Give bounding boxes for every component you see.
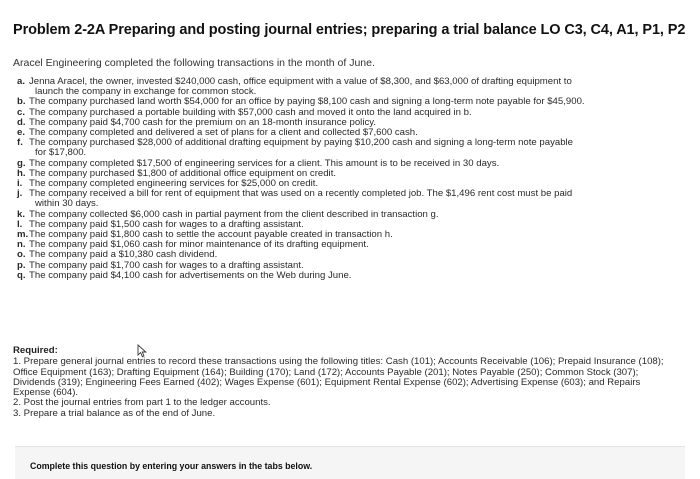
transaction-label: m. — [17, 229, 29, 241]
transaction-label: d. — [17, 116, 26, 128]
transaction-label: p. — [17, 259, 26, 271]
transaction-label: j. — [17, 188, 23, 200]
transaction-item — [17, 189, 672, 209]
instruction-text: Complete this question by entering your answers in the tabs below. — [30, 461, 313, 471]
transaction-label: k. — [17, 208, 26, 220]
transaction-text: The company received a bill for rent of equipment that was used on a recently completed job. The $1,496 rent cost must be paid — [29, 188, 573, 200]
transaction-list — [17, 77, 672, 281]
mouse-pointer-icon — [137, 344, 149, 358]
transaction-label: q. — [17, 269, 26, 281]
transaction-text: The company paid a $10,380 cash dividend. — [29, 249, 218, 261]
transaction-text: The company purchased land worth $54,000 for an office by paying $8,100 cash and signing a long-term note payable for $45,900. — [29, 96, 585, 108]
transaction-text-continued: launch the company in exchange for common stock. — [35, 86, 257, 98]
answer-instruction-bar — [15, 446, 685, 479]
transaction-text: The company paid $1,500 cash for wages to a drafting assistant. — [29, 218, 304, 230]
transaction-text-continued: within 30 days. — [35, 198, 99, 210]
required-item-2: 2. Post the journal entries from part 1 to the ledger accounts. — [13, 397, 271, 409]
transaction-item — [17, 271, 672, 281]
transaction-text: The company purchased $1,800 of additional office equipment on credit. — [29, 167, 337, 179]
transaction-label: o. — [17, 249, 26, 261]
transaction-label: c. — [17, 106, 26, 118]
transaction-text: The company paid $4,700 cash for the premium on an 18-month insurance policy. — [29, 116, 376, 128]
transaction-label: n. — [17, 239, 26, 251]
transaction-text: The company collected $6,000 cash in partial payment from the client described in transaction g. — [29, 208, 439, 220]
transaction-text: The company purchased a portable building with $57,000 cash and moved it onto the land acquired in b. — [29, 106, 472, 118]
required-item-1: 1. Prepare general journal entries to record these transactions using the following titles: Cash (101); Accounts Receivable (106); Prepaid Insurance (108); Office Equipment (163); Drafting Equipment (164); Building (170); Land (172); Accounts Payable (201); Notes Payable (250); Common Stock (307); Dividends (319); Engineering Fees Earned (402); Wages Expense (601); Equipment Rental Expense (602); Advertising Expense (603); and Repairs Expense (604). — [13, 356, 664, 399]
transaction-text-continued: for $17,800. — [35, 147, 87, 159]
problem-intro: Aracel Engineering completed the following transactions in the month of June. — [13, 57, 375, 69]
transaction-label: g. — [17, 157, 26, 169]
transaction-text: The company purchased $28,000 of additional drafting equipment by paying $10,200 cash and signing a long-term note payable — [29, 137, 574, 149]
transaction-text: The company completed $17,500 of engineering services for a client. This amount is to be received in 30 days. — [29, 157, 500, 169]
transaction-label: i. — [17, 178, 23, 190]
transaction-label: h. — [17, 167, 26, 179]
transaction-label: f. — [17, 137, 23, 149]
problem-title: Problem 2-2A Preparing and posting journal entries; preparing a trial balance LO C3, C4, A1, P1, P2 — [13, 22, 686, 38]
required-item-3: 3. Prepare a trial balance as of the end of June. — [13, 407, 216, 419]
transaction-text: The company paid $1,060 cash for minor maintenance of its drafting equipment. — [29, 239, 369, 251]
transaction-item — [17, 138, 672, 158]
transaction-text: The company paid $4,100 cash for advertisements on the Web during June. — [29, 269, 352, 281]
transaction-text: Jenna Aracel, the owner, invested $240,000 cash, office equipment with a value of $8,300, and $63,000 of drafting equipment to — [29, 76, 572, 87]
transaction-text: The company paid $1,700 cash for wages to a drafting assistant. — [29, 259, 304, 271]
transaction-text: The company paid $1,800 cash to settle the account payable created in transaction h. — [29, 229, 393, 241]
transaction-label: b. — [17, 96, 26, 108]
transaction-label: a. — [17, 76, 26, 87]
required-heading: Required: — [13, 345, 58, 356]
transaction-label: e. — [17, 127, 26, 139]
transaction-text: The company completed and delivered a set of plans for a client and collected $7,600 cash. — [29, 127, 418, 139]
transaction-label: l. — [17, 218, 23, 230]
transaction-text: The company completed engineering services for $25,000 on credit. — [29, 178, 319, 190]
transaction-item — [17, 77, 672, 97]
required-section — [13, 346, 673, 419]
